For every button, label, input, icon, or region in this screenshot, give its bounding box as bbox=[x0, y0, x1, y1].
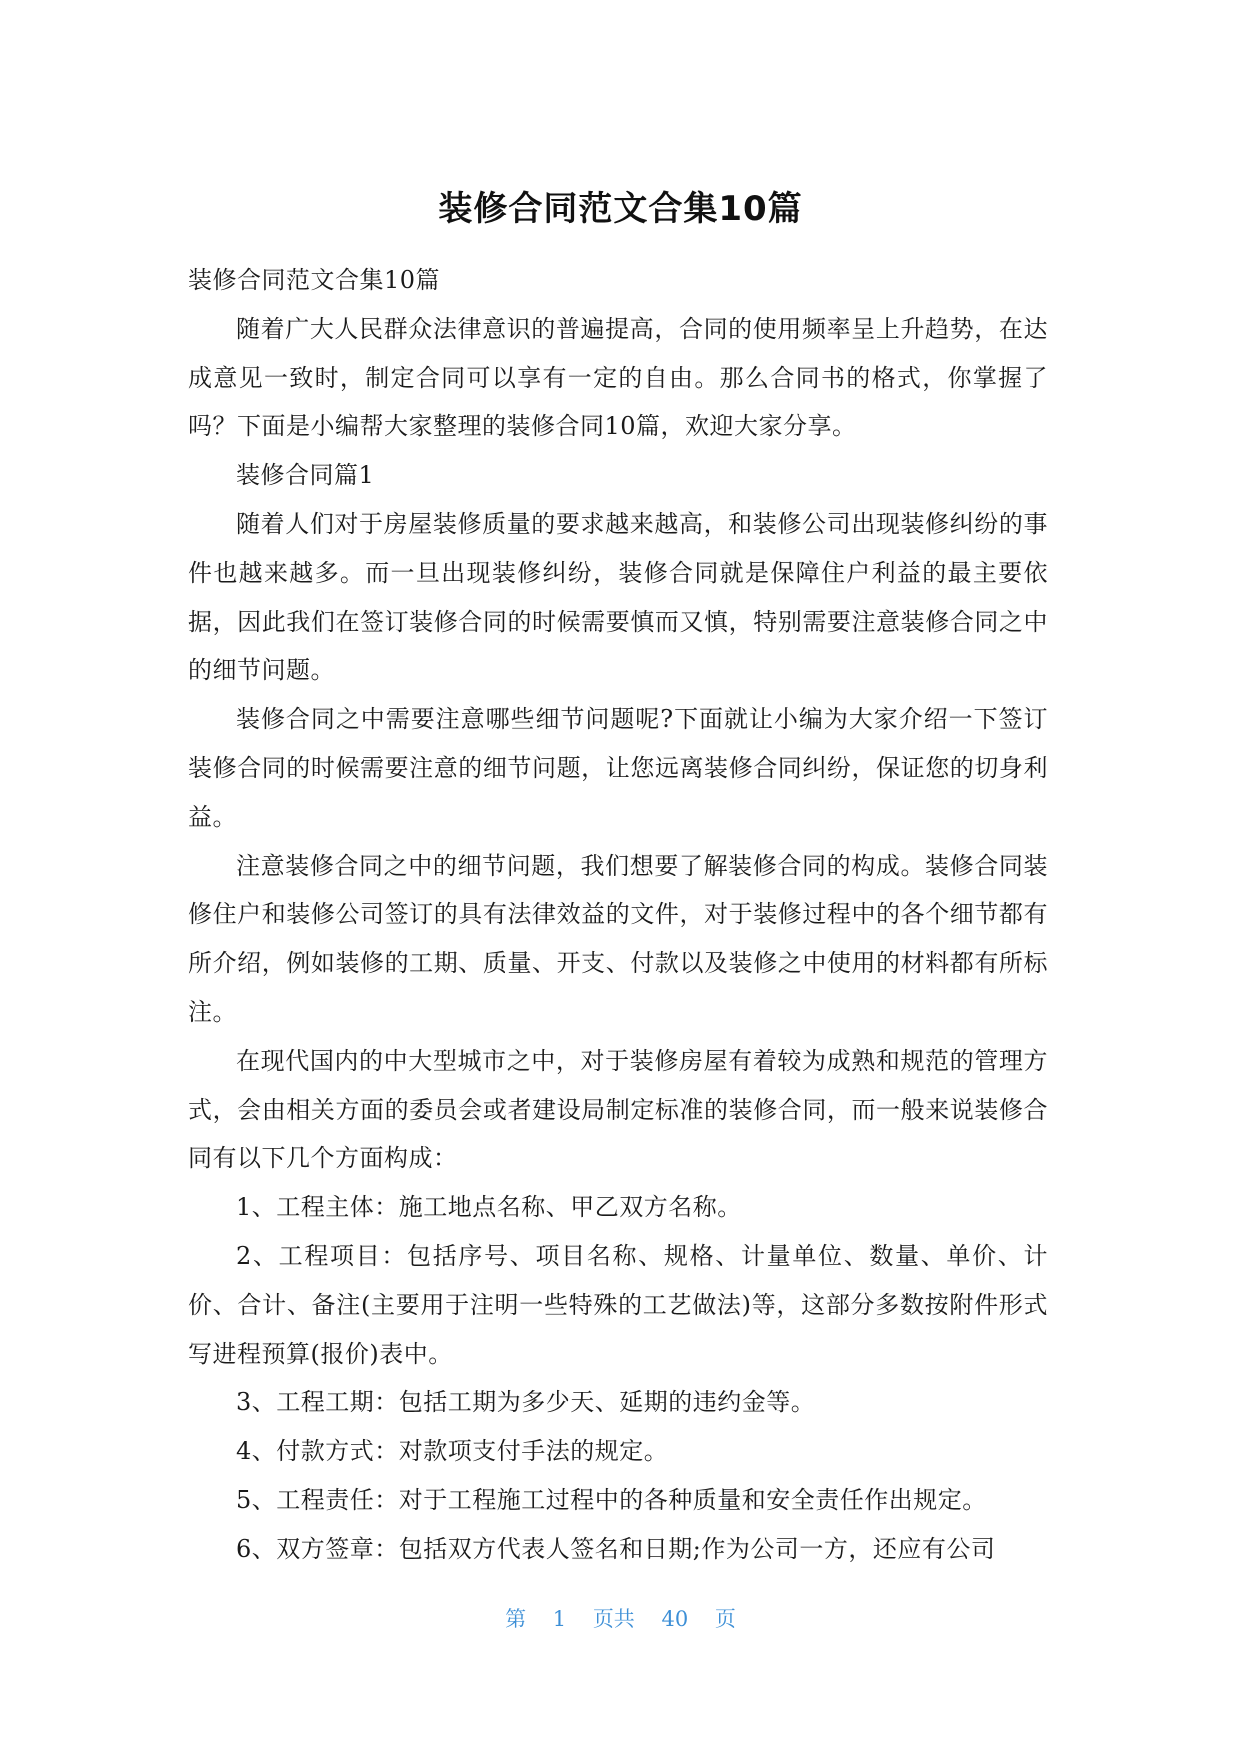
list-item: 3、工程工期：包括工期为多少天、延期的违约金等。 bbox=[236, 1388, 816, 1417]
footer-page-label: 第 bbox=[505, 1607, 527, 1631]
section-heading: 装修合同篇1 bbox=[236, 461, 375, 490]
body-paragraph: 注意装修合同之中的细节问题，我们想要了解装修合同的构成。装修合同装修住户和装修公司签订的具有法律效益的文件，对于装修过程中的各个细节都有所介绍，例如装修的工期、质量、开支、付款以及装修之中使用的材料都有所标注。 bbox=[188, 851, 1048, 1026]
body-paragraph: 在现代国内的中大型城市之中，对于装修房屋有着较为成熟和规范的管理方式，会由相关方面的委员会或者建设局制定标准的装修合同，而一般来说装修合同有以下几个方面构成： bbox=[188, 1046, 1048, 1173]
footer-end-label: 页 bbox=[714, 1607, 736, 1631]
list-item: 4、付款方式：对款项支付手法的规定。 bbox=[236, 1437, 669, 1466]
list-item: 1、工程主体：施工地点名称、甲乙双方名称。 bbox=[236, 1193, 742, 1222]
body-paragraph: 装修合同之中需要注意哪些细节问题呢?下面就让小编为大家介绍一下签订装修合同的时候需要注意的细节问题，让您远离装修合同纠纷，保证您的切身利益。 bbox=[188, 705, 1048, 831]
list-item: 2、工程项目：包括序号、项目名称、规格、计量单位、数量、单价、计价、合计、备注(主要用于注明一些特殊的工艺做法)等，这部分多数按附件形式写进程预算(报价)表中。 bbox=[188, 1241, 1048, 1368]
page-footer bbox=[0, 1604, 1241, 1634]
list-item: 5、工程责任：对于工程施工过程中的各种质量和安全责任作出规定。 bbox=[236, 1485, 987, 1514]
list-item: 6、双方签章：包括双方代表人签名和日期;作为公司一方，还应有公司 bbox=[236, 1534, 996, 1563]
subtitle-paragraph: 装修合同范文合集10篇 bbox=[188, 266, 441, 294]
document-title: 装修合同范文合集10篇 bbox=[438, 189, 803, 229]
document-body bbox=[188, 256, 1048, 1574]
body-paragraph: 随着人们对于房屋装修质量的要求越来越高，和装修公司出现装修纠纷的事件也越来越多。而一旦出现装修纠纷，装修合同就是保障住户利益的最主要依据，因此我们在签订装修合同的时候需要慎而又慎，特别需要注意装修合同之中的细节问题。 bbox=[188, 509, 1048, 685]
intro-paragraph: 随着广大人民群众法律意识的普遍提高，合同的使用频率呈上升趋势，在达成意见一致时，制定合同可以享有一定的自由。那么合同书的格式，你掌握了吗？下面是小编帮大家整理的装修合同10篇，欢迎大家分享。 bbox=[188, 314, 1048, 441]
footer-total-label: 页共 bbox=[592, 1607, 635, 1631]
footer-current-page: 1 bbox=[552, 1607, 567, 1631]
footer-total-pages: 40 bbox=[661, 1607, 689, 1631]
